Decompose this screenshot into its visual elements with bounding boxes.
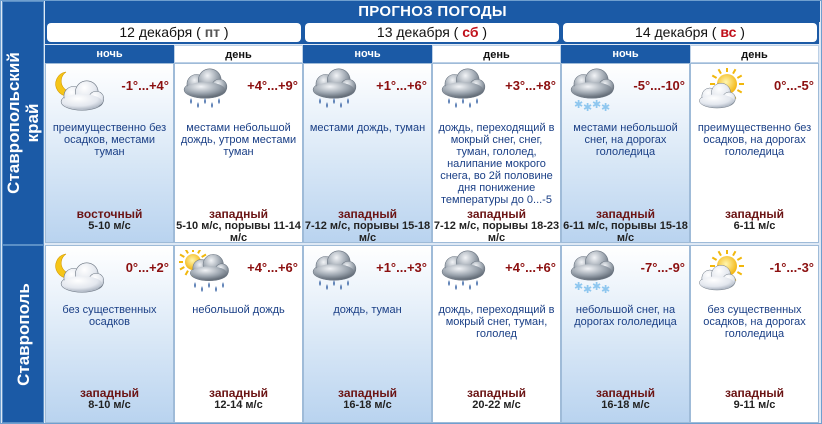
svg-text:✱: ✱ bbox=[601, 101, 611, 112]
sun-rain-cloud-icon bbox=[179, 250, 233, 294]
weather-description: местами дождь, туман bbox=[309, 122, 426, 134]
weather-description: преимущественно без осадков, на дорогах гололедица bbox=[697, 122, 812, 158]
wind-direction: западный bbox=[725, 386, 784, 400]
wind-speed: 16-18 м/с bbox=[601, 399, 650, 411]
wind-info bbox=[433, 208, 560, 244]
weather-description: дождь, переходящий в мокрый снег, снег, туман, гололед, налипание мокрого снега, во 2й половине дня понижение температуры до 0...-5 bbox=[438, 122, 555, 206]
wind-direction: западный bbox=[80, 386, 139, 400]
wind-info bbox=[691, 387, 818, 411]
weather-description: без существенных осадков, на дорогах гололедица bbox=[703, 304, 806, 340]
forecast-cell bbox=[432, 63, 561, 243]
temperature: +1°...+3° bbox=[376, 260, 427, 275]
wind-speed: 6-11 м/с bbox=[733, 220, 776, 232]
wind-info bbox=[46, 387, 173, 411]
rain-cloud-icon bbox=[308, 250, 362, 294]
wind-direction: западный bbox=[338, 207, 397, 221]
weather-description: местами небольшой дождь, утром местами туман bbox=[180, 122, 297, 158]
svg-text:✱: ✱ bbox=[592, 280, 602, 293]
wind-speed: 5-10 м/с, порывы 11-14 м/с bbox=[176, 220, 301, 244]
snow-cloud-icon bbox=[566, 68, 620, 112]
temperature: +4°...+6° bbox=[505, 260, 556, 275]
forecast-cell bbox=[174, 63, 303, 243]
svg-text:✱: ✱ bbox=[574, 280, 584, 293]
region-name: Ставрополь bbox=[13, 282, 33, 386]
date-header bbox=[45, 22, 303, 44]
snow-cloud-icon bbox=[566, 250, 620, 294]
forecast-cell bbox=[303, 63, 432, 243]
wind-speed: 5-10 м/с bbox=[88, 220, 131, 232]
wind-direction: западный bbox=[596, 207, 655, 221]
wind-speed: 7-12 м/с, порывы 18-23 м/с bbox=[433, 220, 560, 244]
date-header bbox=[303, 22, 561, 44]
weather-description: местами небольшой снег, на дорогах гололедица bbox=[573, 122, 678, 158]
wind-info bbox=[175, 208, 302, 244]
period-day-header: день bbox=[690, 45, 819, 63]
wind-direction: западный bbox=[209, 207, 268, 221]
svg-text:✱: ✱ bbox=[574, 98, 584, 111]
date-text: 14 декабря bbox=[635, 24, 708, 40]
temperature: -5°...-10° bbox=[633, 78, 685, 93]
wind-speed: 12-14 м/с bbox=[214, 399, 263, 411]
wind-info bbox=[304, 387, 431, 411]
wind-info bbox=[304, 208, 431, 244]
period-night-header: ночь bbox=[45, 45, 174, 63]
date-label bbox=[563, 23, 817, 42]
wind-speed: 7-12 м/с, порывы 15-18 м/с bbox=[304, 220, 431, 244]
temperature: -7°...-9° bbox=[640, 260, 685, 275]
rain-cloud-icon bbox=[179, 68, 233, 112]
wind-direction: западный bbox=[209, 386, 268, 400]
paren-open: ( bbox=[192, 24, 201, 40]
svg-text:✱: ✱ bbox=[601, 283, 611, 294]
forecast-cell bbox=[561, 245, 690, 423]
temperature: +4°...+9° bbox=[247, 78, 298, 93]
temperature: -1°...-3° bbox=[769, 260, 814, 275]
weather-description: небольшой дождь bbox=[192, 304, 285, 316]
forecast-cell bbox=[432, 245, 561, 423]
forecast-cell bbox=[303, 245, 432, 423]
svg-text:✱: ✱ bbox=[583, 283, 593, 294]
wind-direction: западный bbox=[467, 207, 526, 221]
paren-open: ( bbox=[707, 24, 717, 40]
date-text: 12 декабря bbox=[119, 24, 193, 40]
rain-cloud-icon bbox=[308, 68, 362, 112]
forecast-cell bbox=[561, 63, 690, 243]
wind-speed: 8-10 м/с bbox=[88, 399, 131, 411]
region-name: Ставропольский край bbox=[4, 52, 42, 194]
wind-info bbox=[175, 387, 302, 411]
temperature: +1°...+6° bbox=[376, 78, 427, 93]
temperature: -1°...+4° bbox=[121, 78, 169, 93]
date-label bbox=[305, 23, 559, 42]
date-label bbox=[47, 23, 301, 42]
period-day-header: день bbox=[432, 45, 561, 63]
svg-text:✱: ✱ bbox=[583, 101, 593, 112]
forecast-cell bbox=[690, 63, 819, 243]
wind-info bbox=[562, 208, 689, 244]
wind-speed: 6-11 м/с, порывы 15-18 м/с bbox=[563, 220, 688, 244]
temperature: +3°...+8° bbox=[505, 78, 556, 93]
paren-close: ) bbox=[482, 24, 488, 40]
rain-cloud-icon bbox=[437, 250, 491, 294]
rain-cloud-icon bbox=[437, 68, 491, 112]
period-night-header: ночь bbox=[561, 45, 690, 63]
wind-info bbox=[691, 208, 818, 232]
forecast-cell bbox=[45, 63, 174, 243]
paren-close: ) bbox=[740, 24, 745, 40]
sun-cloud-icon bbox=[695, 250, 749, 294]
moon-cloud-icon bbox=[50, 250, 104, 294]
weekday-label: сб bbox=[458, 24, 483, 40]
moon-cloud-icon bbox=[50, 68, 104, 112]
forecast-cell bbox=[174, 245, 303, 423]
weather-description: небольшой снег, на дорогах гололедица bbox=[574, 304, 677, 328]
forecast-cell bbox=[690, 245, 819, 423]
weekday-label: вс bbox=[716, 24, 741, 40]
wind-direction: западный bbox=[725, 207, 784, 221]
wind-direction: западный bbox=[467, 386, 526, 400]
weather-description: дождь, туман bbox=[333, 304, 402, 316]
weather-description: без существенных осадков bbox=[62, 304, 157, 328]
region-label bbox=[2, 245, 44, 423]
wind-info bbox=[46, 208, 173, 232]
weather-description: преимущественно без осадков, местами туман bbox=[52, 122, 167, 158]
svg-text:✱: ✱ bbox=[592, 98, 602, 111]
forecast-cell bbox=[45, 245, 174, 423]
wind-info bbox=[562, 387, 689, 411]
period-day-header: день bbox=[174, 45, 303, 63]
paren-close: ) bbox=[223, 24, 229, 40]
paren-open: ( bbox=[449, 24, 459, 40]
wind-speed: 9-11 м/с bbox=[733, 399, 776, 411]
wind-speed: 16-18 м/с bbox=[343, 399, 392, 411]
weekday-label: пт bbox=[200, 24, 224, 40]
date-header bbox=[561, 22, 819, 44]
temperature: 0°...+2° bbox=[125, 260, 169, 275]
temperature: 0°...-5° bbox=[773, 78, 814, 93]
period-night-header: ночь bbox=[303, 45, 432, 63]
temperature: +4°...+6° bbox=[247, 260, 298, 275]
wind-direction: восточный bbox=[76, 207, 143, 221]
wind-speed: 20-22 м/с bbox=[472, 399, 521, 411]
wind-info bbox=[433, 387, 560, 411]
wind-direction: западный bbox=[596, 386, 655, 400]
weather-description: дождь, переходящий в мокрый снег, туман, гололед bbox=[438, 304, 555, 340]
region-label bbox=[2, 1, 44, 245]
wind-direction: западный bbox=[338, 386, 397, 400]
date-text: 13 декабря bbox=[376, 24, 450, 40]
sun-cloud-icon bbox=[695, 68, 749, 112]
forecast-title: ПРОГНОЗ ПОГОДЫ bbox=[45, 1, 820, 22]
